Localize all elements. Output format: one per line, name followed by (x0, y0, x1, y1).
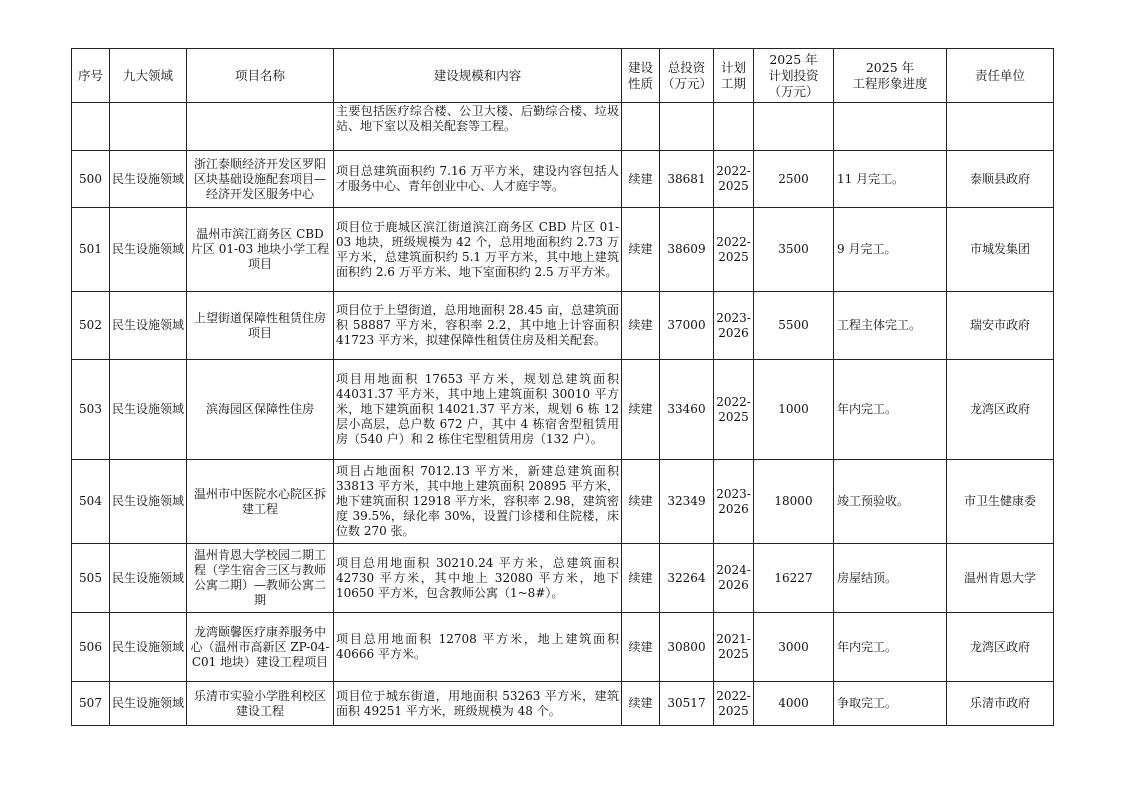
header-nature: 建设 性质 (622, 49, 660, 103)
cell-empty (714, 103, 754, 151)
header-domain: 九大领域 (110, 49, 187, 103)
row-plan-2025: 3500 (754, 208, 834, 292)
table-row (72, 682, 1054, 726)
row-domain: 民生设施领域 (110, 151, 187, 208)
cell-empty (754, 103, 834, 151)
row-project-name: 乐清市实验小学胜利校区建设工程 (187, 682, 334, 726)
row-project-name: 温州市滨江商务区 CBD 片区 01-03 地块小学工程项目 (187, 208, 334, 292)
row-total-investment: 38681 (660, 151, 714, 208)
cell-empty (187, 103, 334, 151)
row-unit: 市城发集团 (947, 208, 1054, 292)
row-total-investment: 30517 (660, 682, 714, 726)
row-unit: 温州肯恩大学 (947, 544, 1054, 613)
row-content: 项目位于上望街道，总用地面积 28.45 亩，总建筑面积 58887 平方米，容积率 2.2，其中地上计容面积 41723 平方米，拟建保障性租赁住房及相关配套。 (334, 292, 622, 360)
header-name: 项目名称 (187, 49, 334, 103)
row-nature: 续建 (622, 208, 660, 292)
row-nature: 续建 (622, 360, 660, 460)
row-seq: 506 (72, 613, 110, 682)
row-period: 2022- 2025 (714, 682, 754, 726)
row-period: 2023- 2026 (714, 460, 754, 544)
row-period: 2022- 2025 (714, 151, 754, 208)
cell-empty (834, 103, 947, 151)
row-period: 2022- 2025 (714, 208, 754, 292)
header-total-investment: 总投资 （万元） (660, 49, 714, 103)
row-project-name: 浙江泰顺经济开发区罗阳区块基础设施配套项目—经济开发区服务中心 (187, 151, 334, 208)
row-nature: 续建 (622, 682, 660, 726)
header-seq: 序号 (72, 49, 110, 103)
row-project-name: 滨海园区保障性住房 (187, 360, 334, 460)
row-domain: 民生设施领域 (110, 208, 187, 292)
cell-empty (622, 103, 660, 151)
row-domain: 民生设施领域 (110, 682, 187, 726)
row-domain: 民生设施领域 (110, 292, 187, 360)
header-period: 计划 工期 (714, 49, 754, 103)
row-progress: 9 月完工。 (834, 208, 947, 292)
table-row (72, 613, 1054, 682)
row-content: 项目总建筑面积约 7.16 万平方米，建设内容包括人才服务中心、青年创业中心、人才庭宇等。 (334, 151, 622, 208)
row-total-investment: 30800 (660, 613, 714, 682)
continuation-row (72, 103, 1054, 151)
cell-empty (110, 103, 187, 151)
table-row (72, 460, 1054, 544)
row-total-investment: 33460 (660, 360, 714, 460)
row-unit: 瑞安市政府 (947, 292, 1054, 360)
row-unit: 市卫生健康委 (947, 460, 1054, 544)
row-nature: 续建 (622, 460, 660, 544)
row-progress: 竣工预验收。 (834, 460, 947, 544)
row-seq: 507 (72, 682, 110, 726)
continuation-content: 主要包括医疗综合楼、公卫大楼、后勤综合楼、垃圾站、地下室以及相关配套等工程。 (334, 103, 622, 151)
row-domain: 民生设施领域 (110, 360, 187, 460)
row-total-investment: 32349 (660, 460, 714, 544)
table-row (72, 151, 1054, 208)
row-progress: 争取完工。 (834, 682, 947, 726)
row-seq: 501 (72, 208, 110, 292)
row-plan-2025: 1000 (754, 360, 834, 460)
row-seq: 503 (72, 360, 110, 460)
cell-empty (660, 103, 714, 151)
row-plan-2025: 4000 (754, 682, 834, 726)
row-period: 2024- 2026 (714, 544, 754, 613)
header-content: 建设规模和内容 (334, 49, 622, 103)
row-content: 项目总用地面积 12708 平方米，地上建筑面积 40666 平方米。 (334, 613, 622, 682)
row-seq: 502 (72, 292, 110, 360)
row-total-investment: 32264 (660, 544, 714, 613)
row-progress: 年内完工。 (834, 360, 947, 460)
row-progress: 工程主体完工。 (834, 292, 947, 360)
row-plan-2025: 18000 (754, 460, 834, 544)
table-row (72, 292, 1054, 360)
row-progress: 年内完工。 (834, 613, 947, 682)
row-progress: 房屋结顶。 (834, 544, 947, 613)
row-period: 2021- 2025 (714, 613, 754, 682)
row-seq: 500 (72, 151, 110, 208)
row-project-name: 上望街道保障性租赁住房项目 (187, 292, 334, 360)
row-project-name: 温州市中医院水心院区拆建工程 (187, 460, 334, 544)
row-project-name: 龙湾颐馨医疗康养服务中心（温州市高新区 ZP-04-C01 地块）建设工程项目 (187, 613, 334, 682)
row-seq: 504 (72, 460, 110, 544)
project-table (71, 48, 1054, 726)
header-unit: 责任单位 (947, 49, 1054, 103)
table-row (72, 544, 1054, 613)
row-unit: 乐清市政府 (947, 682, 1054, 726)
row-progress: 11 月完工。 (834, 151, 947, 208)
row-plan-2025: 3000 (754, 613, 834, 682)
row-content: 项目总用地面积 30210.24 平方米，总建筑面积 42730 平方米，其中地上 32080 平方米，地下 10650 平方米，包含教师公寓（1~8#）。 (334, 544, 622, 613)
row-domain: 民生设施领域 (110, 460, 187, 544)
row-domain: 民生设施领域 (110, 544, 187, 613)
table-row (72, 360, 1054, 460)
row-content: 项目占地面积 7012.13 平方米，新建总建筑面积 33813 平方米，其中地上建筑面积 20895 平方米，地下建筑面积 12918 平方米，容积率 2.98，建筑密度 39.5%，绿化率 30%，设置门诊楼和住院楼，床位数 270 张。 (334, 460, 622, 544)
row-period: 2022- 2025 (714, 360, 754, 460)
row-plan-2025: 2500 (754, 151, 834, 208)
table-row (72, 208, 1054, 292)
row-plan-2025: 5500 (754, 292, 834, 360)
row-seq: 505 (72, 544, 110, 613)
row-unit: 龙湾区政府 (947, 613, 1054, 682)
cell-empty (72, 103, 110, 151)
cell-empty (947, 103, 1054, 151)
row-unit: 泰顺县政府 (947, 151, 1054, 208)
header-plan-2025: 2025 年 计划投资 （万元） (754, 49, 834, 103)
row-unit: 龙湾区政府 (947, 360, 1054, 460)
row-plan-2025: 16227 (754, 544, 834, 613)
row-content: 项目位于鹿城区滨江街道滨江商务区 CBD 片区 01-03 地块，班级规模为 42 个，总用地面积约 2.73 万平方米，总建筑面积约 5.1 万平方米，其中地上建筑面积约 2.6 万平方米、地下室面积约 2.5 万平方米。 (334, 208, 622, 292)
row-nature: 续建 (622, 151, 660, 208)
row-period: 2023- 2026 (714, 292, 754, 360)
header-row (72, 49, 1054, 103)
row-content: 项目用地面积 17653 平方米，规划总建筑面积 44031.37 平方米，其中地上建筑面积 30010 平方米，地下建筑面积 14021.37 平方米，规划 6 栋 12 层小高层，总户数 672 户，其中 4 栋宿舍型租赁用房（540 户）和 2 栋住宅型租赁用房（132 户）。 (334, 360, 622, 460)
row-project-name: 温州肯恩大学校园二期工程（学生宿舍三区与教师公寓二期）—教师公寓二期 (187, 544, 334, 613)
row-nature: 续建 (622, 613, 660, 682)
row-content: 项目位于城东街道，用地面积 53263 平方米，建筑面积 49251 平方米，班级规模为 48 个。 (334, 682, 622, 726)
row-domain: 民生设施领域 (110, 613, 187, 682)
header-progress-2025: 2025 年 工程形象进度 (834, 49, 947, 103)
row-total-investment: 37000 (660, 292, 714, 360)
row-nature: 续建 (622, 292, 660, 360)
row-total-investment: 38609 (660, 208, 714, 292)
row-nature: 续建 (622, 544, 660, 613)
